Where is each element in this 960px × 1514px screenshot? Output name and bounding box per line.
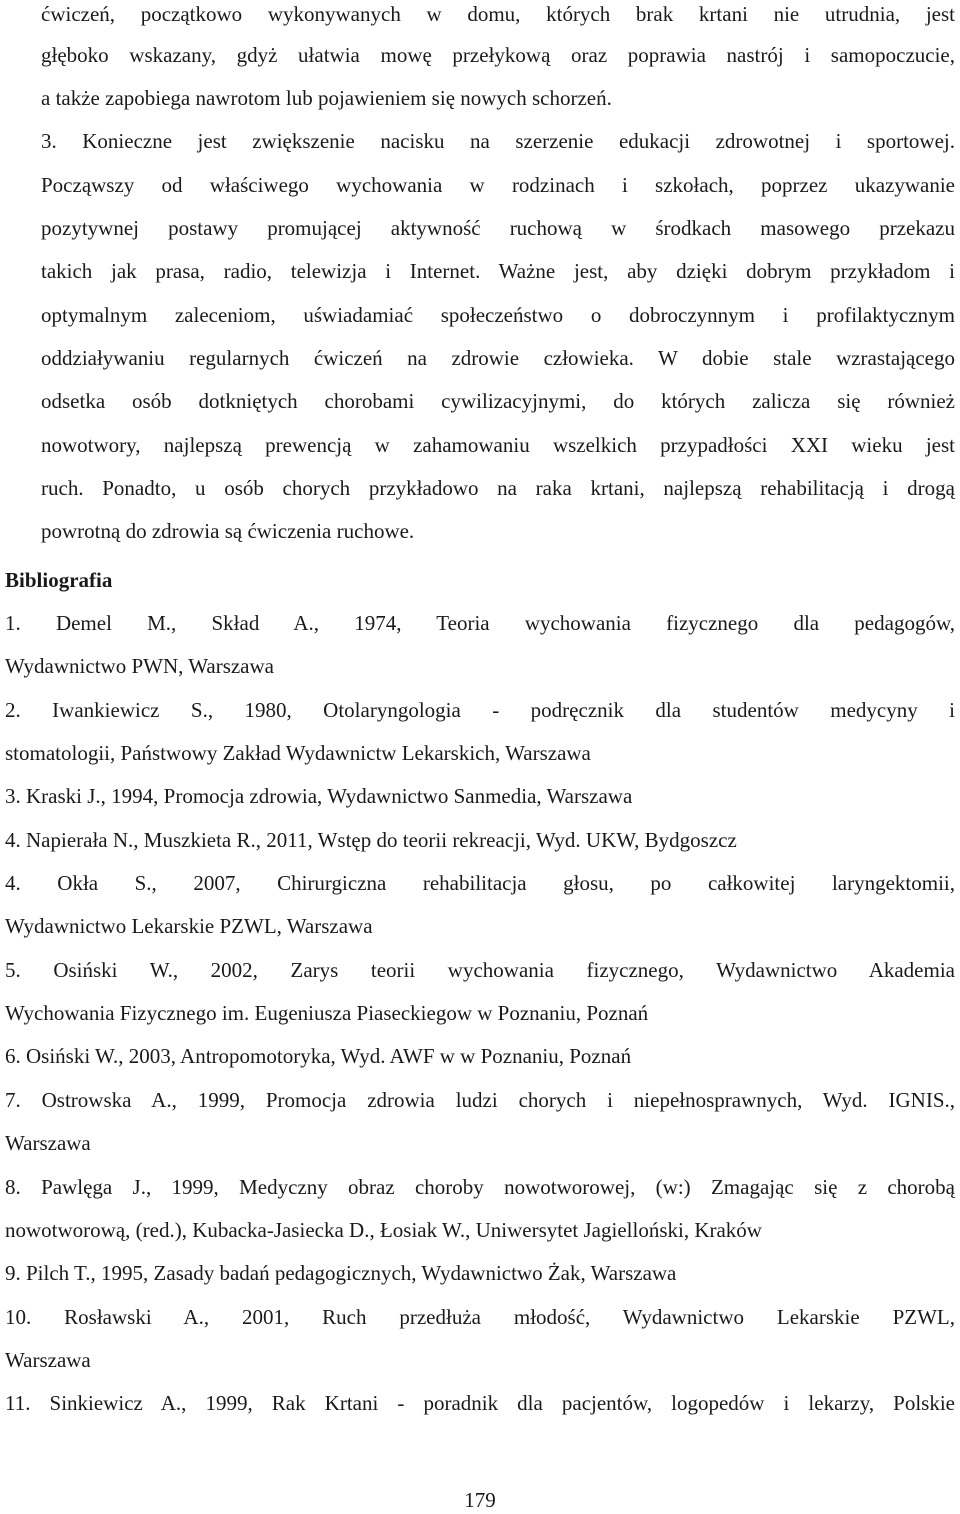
- body-line: nowotwory, najlepszą prewencją w zahamowaniu wszelkich przypadłości XXI wieku jest: [41, 433, 955, 457]
- bibliography-entry: 3. Kraski J., 1994, Promocja zdrowia, Wydawnictwo Sanmedia, Warszawa: [5, 784, 633, 808]
- body-line: optymalnym zaleceniom, uświadamiać społeczeństwo o dobroczynnym i profilaktycznym: [41, 303, 955, 327]
- body-line: 3. Konieczne jest zwiększenie nacisku na szerzenie edukacji zdrowotnej i sportowej.: [41, 129, 955, 153]
- bibliography-entry: Warszawa: [5, 1348, 91, 1372]
- bibliography-entry: Warszawa: [5, 1131, 91, 1155]
- body-line: takich jak prasa, radio, telewizja i Internet. Ważne jest, aby dzięki dobrym przykładom i: [41, 259, 955, 283]
- body-line: oddziaływaniu regularnych ćwiczeń na zdrowie człowieka. W dobie stale wzrastającego: [41, 346, 955, 370]
- body-line: Począwszy od właściwego wychowania w rodzinach i szkołach, poprzez ukazywanie: [41, 173, 955, 197]
- body-line: głęboko wskazany, gdyż ułatwia mowę przełykową oraz poprawia nastrój i samopoczucie,: [41, 43, 955, 67]
- bibliography-heading: Bibliografia: [5, 568, 113, 592]
- body-line: powrotną do zdrowia są ćwiczenia ruchowe.: [41, 519, 415, 543]
- body-line: odsetka osób dotkniętych chorobami cywilizacyjnymi, do których zalicza się również: [41, 389, 955, 413]
- bibliography-entry: 5. Osiński W., 2002, Zarys teorii wychowania fizycznego, Wydawnictwo Akademia: [5, 958, 955, 982]
- bibliography-entry: 11. Sinkiewicz A., 1999, Rak Krtani - poradnik dla pacjentów, logopedów i lekarzy, Polskie: [5, 1391, 955, 1415]
- body-line: ćwiczeń, początkowo wykonywanych w domu, których brak krtani nie utrudnia, jest: [41, 2, 955, 26]
- bibliography-entry: 2. Iwankiewicz S., 1980, Otolaryngologia - podręcznik dla studentów medycyny i: [5, 698, 955, 722]
- bibliography-entry: Wydawnictwo Lekarskie PZWL, Warszawa: [5, 914, 373, 938]
- bibliography-entry: 10. Rosławski A., 2001, Ruch przedłuża młodość, Wydawnictwo Lekarskie PZWL,: [5, 1305, 955, 1329]
- bibliography-entry: Wychowania Fizycznego im. Eugeniusza Piaseckiegow w Poznaniu, Poznań: [5, 1001, 649, 1025]
- bibliography-entry: Wydawnictwo PWN, Warszawa: [5, 654, 274, 678]
- bibliography-entry: 8. Pawlęga J., 1999, Medyczny obraz choroby nowotworowej, (w:) Zmagając się z chorobą: [5, 1175, 955, 1199]
- body-line: pozytywnej postawy promującej aktywność ruchową w środkach masowego przekazu: [41, 216, 955, 240]
- bibliography-entry: 9. Pilch T., 1995, Zasady badań pedagogicznych, Wydawnictwo Żak, Warszawa: [5, 1261, 677, 1285]
- body-line: a także zapobiega nawrotom lub pojawieniem się nowych schorzeń.: [41, 86, 612, 110]
- bibliography-entry: nowotworową, (red.), Kubacka-Jasiecka D., Łosiak W., Uniwersytet Jagielloński, Kraków: [5, 1218, 762, 1242]
- bibliography-entry: 1. Demel M., Skład A., 1974, Teoria wychowania fizycznego dla pedagogów,: [5, 611, 955, 635]
- bibliography-entry: 4. Napierała N., Muszkieta R., 2011, Wstęp do teorii rekreacji, Wyd. UKW, Bydgoszcz: [5, 828, 737, 852]
- page-number: 179: [464, 1488, 496, 1512]
- body-line: ruch. Ponadto, u osób chorych przykładowo na raka krtani, najlepszą rehabilitacją i drogą: [41, 476, 955, 500]
- bibliography-entry: 7. Ostrowska A., 1999, Promocja zdrowia ludzi chorych i niepełnosprawnych, Wyd. IGNIS.,: [5, 1088, 955, 1112]
- bibliography-entry: 6. Osiński W., 2003, Antropomotoryka, Wyd. AWF w w Poznaniu, Poznań: [5, 1044, 632, 1068]
- bibliography-entry: stomatologii, Państwowy Zakład Wydawnictw Lekarskich, Warszawa: [5, 741, 591, 765]
- bibliography-entry: 4. Okła S., 2007, Chirurgiczna rehabilitacja głosu, po całkowitej laryngektomii,: [5, 871, 955, 895]
